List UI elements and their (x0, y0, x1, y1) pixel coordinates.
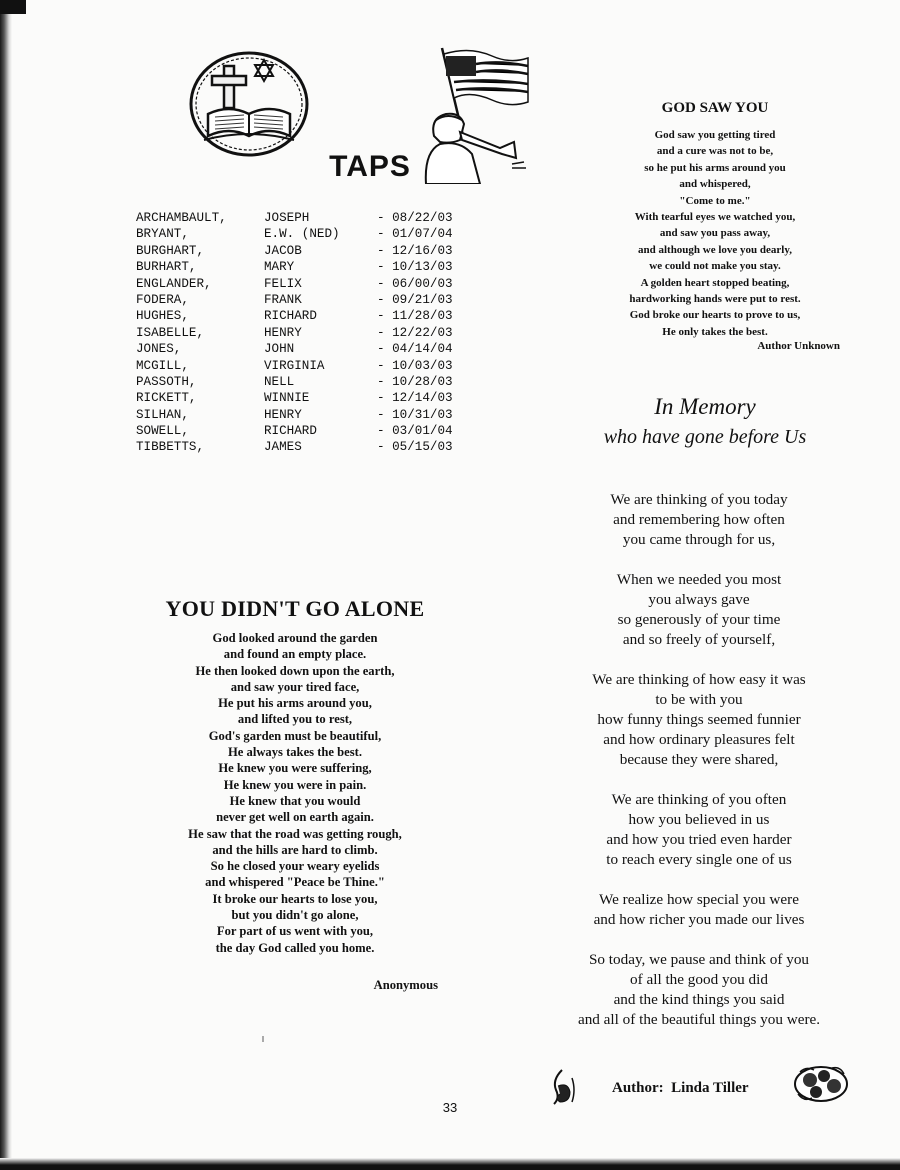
poem-line: and although we love you dearly, (637, 243, 793, 256)
taps-first-name: NELL (264, 374, 295, 389)
scan-corner-mark (0, 0, 26, 14)
taps-first-name: JACOB (264, 243, 302, 258)
taps-date: - 05/15/03 (377, 440, 453, 455)
poem-line: never get well on earth again. (216, 810, 374, 825)
poem-line: He saw that the road was getting rough, (188, 826, 402, 841)
taps-last-name: HUGHES, (136, 309, 189, 324)
taps-first-name: HENRY (264, 407, 302, 422)
taps-date: - 12/16/03 (377, 243, 453, 258)
poem-line: He then looked down upon the earth, (195, 663, 395, 678)
poem-line: God saw you getting tired (654, 129, 776, 141)
poem-line: and whispered "Peace be Thine." (205, 875, 385, 890)
taps-date: - 10/03/03 (377, 358, 453, 373)
you-didnt-go-alone-title: YOU DIDN'T GO ALONE (165, 596, 425, 621)
poem-line: With tearful eyes we watched you, (634, 211, 796, 224)
poem-line: He knew you were in pain. (223, 777, 367, 792)
poem-line: hardworking hands were put to rest. (629, 293, 801, 306)
taps-date: - 09/21/03 (377, 292, 453, 307)
taps-row (136, 243, 476, 259)
taps-row (136, 374, 476, 390)
you-didnt-go-alone-author: Anonymous (373, 978, 438, 992)
taps-date: - 10/31/03 (377, 407, 453, 422)
poem-line: and lifted you to rest, (237, 712, 353, 727)
poem-line: and how richer you made our lives (593, 911, 805, 928)
decorative-flourish-icon (548, 1068, 576, 1106)
floral-ornament-icon (792, 1062, 850, 1104)
taps-last-name: BURGHART, (136, 243, 205, 258)
poem-line: When we needed you most (616, 571, 782, 588)
poem-line: We are thinking of how easy it was (592, 671, 806, 688)
taps-first-name: E.W. (NED) (264, 227, 340, 242)
taps-first-name: WINNIE (264, 391, 310, 406)
poem-line: and so freely of yourself, (622, 631, 776, 648)
taps-last-name: ARCHAMBAULT, (136, 211, 227, 225)
poem-line: we could not make you stay. (649, 260, 781, 273)
poem-stanza (548, 890, 850, 930)
taps-first-name: JAMES (264, 440, 302, 455)
taps-first-name: RICHARD (264, 309, 317, 324)
poem-line: you came through for us, (622, 531, 776, 548)
taps-row (136, 210, 476, 226)
taps-first-name: FRANK (264, 292, 302, 307)
poem-line: how you believed in us (628, 811, 770, 828)
poem-line: So he closed your weary eyelids (210, 859, 380, 874)
taps-first-name: VIRGINIA (264, 358, 325, 373)
poem-line: and the kind things you said (613, 991, 785, 1008)
in-memory-line: In Memory (654, 394, 756, 419)
taps-date: - 01/07/04 (377, 227, 453, 242)
taps-row (136, 390, 476, 406)
taps-row (136, 358, 476, 374)
poem-line: the day God called you home. (215, 940, 375, 955)
poem-stanza (548, 790, 850, 870)
poem-line: and whispered, (679, 178, 751, 191)
taps-row (136, 423, 476, 439)
poem-line: He knew you were suffering, (218, 761, 372, 776)
taps-last-name: BRYANT, (136, 227, 189, 242)
god-saw-you-title: GOD SAW YOU (661, 100, 769, 116)
taps-list (136, 210, 476, 456)
poem-stanza (548, 570, 850, 650)
page-number: 33 (442, 1100, 458, 1115)
taps-title: TAPS (329, 150, 411, 183)
poem-line: of all the good you did (630, 971, 768, 988)
poem-line: It broke our hearts to lose you, (212, 891, 378, 906)
who-have-gone-before-line: who have gone before Us (603, 426, 807, 448)
poem-line: A golden heart stopped beating, (640, 276, 790, 289)
scan-speck (262, 1036, 264, 1042)
taps-date: - 06/00/03 (377, 276, 453, 291)
poem-line: and how ordinary pleasures felt (603, 731, 795, 748)
poem-line: God's garden must be beautiful, (208, 728, 382, 743)
poem-line: and remembering how often (613, 511, 785, 528)
taps-first-name: JOHN (264, 342, 295, 357)
poem-line: and how you tried even harder (606, 831, 792, 848)
taps-row (136, 292, 476, 308)
poem-line: and a cure was not to be, (656, 145, 774, 158)
poem-line: He knew that you would (229, 793, 361, 808)
taps-row (136, 226, 476, 242)
god-saw-you-author: Author Unknown (757, 340, 840, 352)
poem-line: but you didn't go alone, (231, 908, 359, 923)
poem-line: For part of us went with you, (216, 924, 374, 939)
poem-line: how funny things seemed funnier (597, 711, 801, 728)
poem-stanza (548, 950, 850, 1030)
poem-line: and all of the beautiful things you were. (577, 1011, 821, 1028)
taps-date: - 10/28/03 (377, 374, 453, 389)
poem-line: and saw you pass away, (659, 227, 771, 240)
taps-row (136, 308, 476, 324)
poem-line: so generously of your time (617, 611, 781, 628)
poem-line: He put his arms around you, (218, 696, 372, 711)
memory-poem (548, 490, 850, 1050)
taps-first-name: FELIX (264, 276, 302, 291)
poem-line: you always gave (648, 591, 750, 608)
poem-line: We are thinking of you often (611, 791, 787, 808)
poem-line: God looked around the garden (212, 631, 378, 645)
poem-line: and the hills are hard to climb. (212, 842, 378, 857)
poem-line: We are thinking of you today (610, 491, 788, 508)
taps-last-name: JONES, (136, 342, 182, 357)
poem-stanza (548, 670, 850, 770)
taps-last-name: PASSOTH, (136, 374, 197, 389)
god-saw-you-poem (580, 127, 850, 340)
taps-last-name: SILHAN, (136, 407, 189, 422)
taps-last-name: FODERA, (136, 292, 189, 307)
memory-poem-author: Author: Linda Tiller (612, 1080, 749, 1096)
taps-row (136, 276, 476, 292)
in-memory-heading (560, 392, 850, 452)
taps-first-name: JOSEPH (264, 211, 310, 225)
poem-line: to be with you (655, 691, 743, 708)
taps-date: - 11/28/03 (377, 309, 453, 324)
poem-line: to reach every single one of us (606, 851, 792, 868)
taps-last-name: SOWELL, (136, 424, 189, 439)
poem-line: "Come to me." (679, 194, 751, 207)
poem-line: and saw your tired face, (230, 679, 360, 694)
poem-line: because they were shared, (619, 751, 779, 768)
taps-last-name: ISABELLE, (136, 325, 205, 340)
cross-star-book-emblem-icon (186, 48, 312, 160)
poem-line: So today, we pause and think of you (588, 951, 810, 968)
poem-line: He always takes the best. (228, 745, 362, 760)
taps-date: - 12/14/03 (377, 391, 453, 406)
you-didnt-go-alone-poem (140, 630, 450, 956)
poem-line: and found an empty place. (223, 647, 367, 662)
taps-last-name: BURHART, (136, 260, 197, 275)
taps-last-name: TIBBETTS, (136, 440, 205, 455)
taps-first-name: RICHARD (264, 424, 317, 439)
taps-date: - 08/22/03 (377, 211, 453, 225)
taps-last-name: MCGILL, (136, 358, 189, 373)
poem-stanza (548, 490, 850, 550)
taps-row (136, 259, 476, 275)
taps-row (136, 407, 476, 423)
page-left-edge-shadow (0, 0, 12, 1170)
taps-first-name: MARY (264, 260, 295, 275)
taps-first-name: HENRY (264, 325, 302, 340)
taps-date: - 03/01/04 (377, 424, 453, 439)
taps-last-name: RICKETT, (136, 391, 197, 406)
taps-date: - 10/13/03 (377, 260, 453, 275)
poem-line: He only takes the best. (662, 325, 768, 338)
taps-last-name: ENGLANDER, (136, 276, 212, 291)
taps-row (136, 439, 476, 455)
taps-row (136, 341, 476, 357)
page-bottom-edge-shadow (0, 1158, 900, 1170)
taps-date: - 12/22/03 (377, 325, 453, 340)
poem-line: so he put his arms around you (644, 161, 786, 174)
poem-line: We realize how special you were (599, 891, 799, 908)
taps-date: - 04/14/04 (377, 342, 453, 357)
poem-line: God broke our hearts to prove to us, (629, 309, 801, 322)
taps-row (136, 325, 476, 341)
